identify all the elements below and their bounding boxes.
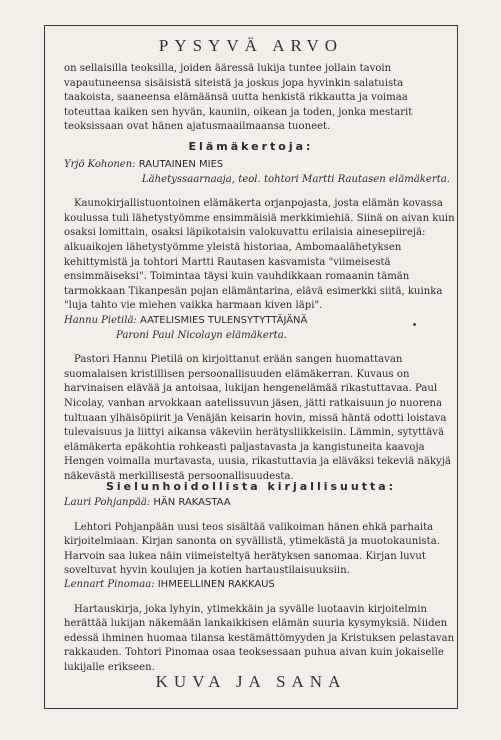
book-title: HÄN RAKASTAA (153, 497, 231, 508)
book-author-line (64, 496, 456, 511)
publisher-name: KUVA JA SANA (155, 672, 347, 691)
intro-text: on sellaisilla teoksilla, joiden ääressä lukija tuntee jollain tavoin vapautuneensa sisäisistä siteistä ja joskus jopa hyvinkin salatuista taakoista, saaneensa elämäänsä uutta henkistä rikkautta ja voimaa toteuttaa kaiken sen hyvän, kauniin, oikean ja toden, jonka mestarit teoksissaan ovat hänen ajatusmaailmaansa tuoneet. (64, 63, 413, 133)
book-title: IHMEELLINEN RAKKAUS (157, 579, 275, 590)
section-heading-pastoral: Sielunhoidollista kirjallisuutta: (105, 480, 397, 493)
book-entry-rautainen-mies (64, 158, 456, 324)
book-author: Lauri Pohjanpää: (64, 497, 151, 508)
book-subtitle: Lähetyssaarnaaja, teol. tohtori Martti Rautasen elämäkerta. (141, 173, 450, 185)
book-author: Lennart Pinomaa: (64, 579, 155, 590)
book-author-line (64, 314, 456, 329)
page-title: PYSYVÄ ARVO (158, 36, 344, 55)
book-description: Kaunokirjallistuontoinen elämäkerta orjanpojasta, josta elämän kovassa koulussa tuli lähetystyömme ensimmäisiä merkkimiehiä. Siinä on aivan kuin osaksi lomittain, osaksi läpikotaisin valokuvattu erilaisia ainesepiirejä: alkuaikojen lähetystyömme yleistä historiaa, Ambomaalähetyksen kehittymistä ja tohtori Martti Rautasen kasvamista "viimeisestä ensimmäiseksi". Toimintaa täysi kuin vauhdikkaan romaanin tämän tarmokkaan Tikanpesän pojan elämäntarina, elävä esimerkki siitä, kuinka "luja tahto vie miehen vaikka harmaan kiven läpi". (64, 198, 455, 312)
book-description: Pastori Hannu Pietilä on kirjoittanut erään sangen huomattavan suomalaisen kristillisen persoonallisuuden elämäkerran. Kuvaus on harvinaisen elävää ja antoisaa, lukijan hengenelämää rikastuttavaa. Paul Nicolay, vanhan arvokkaan aatelissuvun jäsen, jätti ratkaisuun jo nuorena tultuaan ylhäisöpiirit ja Venäjän keisarin hovin, missä häntä odotti loistava tulevaisuus ja liittyi aikansa väkeviin herätysliikkeisiin. Lämmin, sytyttävä elämäkerta epäkohtia rohkeasti paljastavasta ja kangistuneita kaavoja Hengen voimalla murtavasta, uusia, rikastuttavia ja eläväksi tekeviä näkyjä näkevästä merkillisestä persoonallisuudesta. (64, 354, 451, 483)
ink-dot (413, 323, 416, 326)
intro-paragraph (64, 62, 456, 135)
book-author: Hannu Pietilä: (64, 315, 137, 326)
book-title: RAUTAINEN MIES (138, 159, 224, 170)
book-author: Yrjö Kohonen: (64, 159, 136, 170)
book-entry-han-rakastaa (64, 496, 456, 589)
book-description: Lehtori Pohjanpään uusi teos sisältää valikoiman hänen ehkä parhaita kirjoitelmiaan. Kirjan sanonta on syvällistä, ytimekästä ja muotokaunista. Harvoin saa lukea näin viimeisteltyä herätyksen sanomaa. Kirjan luvut soveltuvat hyvin koulujen ja kotien hartaustilaisuuksiin. (64, 521, 440, 577)
section-heading-biographies: Elämäkertoja: (188, 140, 314, 153)
book-entry-aatelismies (64, 314, 456, 495)
book-entry-ihmeellinen-rakkaus (64, 578, 456, 686)
book-description: Hartauskirja, joka lyhyin, ytimekkäin ja syvälle luotaavin kirjoitelmin herättää lukijan näkemään lankaikkisen elämän suuria kysymyksiä. Niiden edessä ihminen huomaa tilansa kestämättömyyden ja Kristuksen pelastavan rakkauden. Tohtori Pinomaa osaa teoksessaan puhua aivan kuin jokaiselle lukijalle erikseen. (64, 603, 455, 674)
book-author-line (64, 158, 456, 173)
book-subtitle: Paroni Paul Nicolayn elämäkerta. (116, 329, 287, 341)
book-author-line (64, 578, 456, 593)
book-title: AATELISMIES TULENSYTYTTÄJÄNÄ (139, 315, 308, 326)
